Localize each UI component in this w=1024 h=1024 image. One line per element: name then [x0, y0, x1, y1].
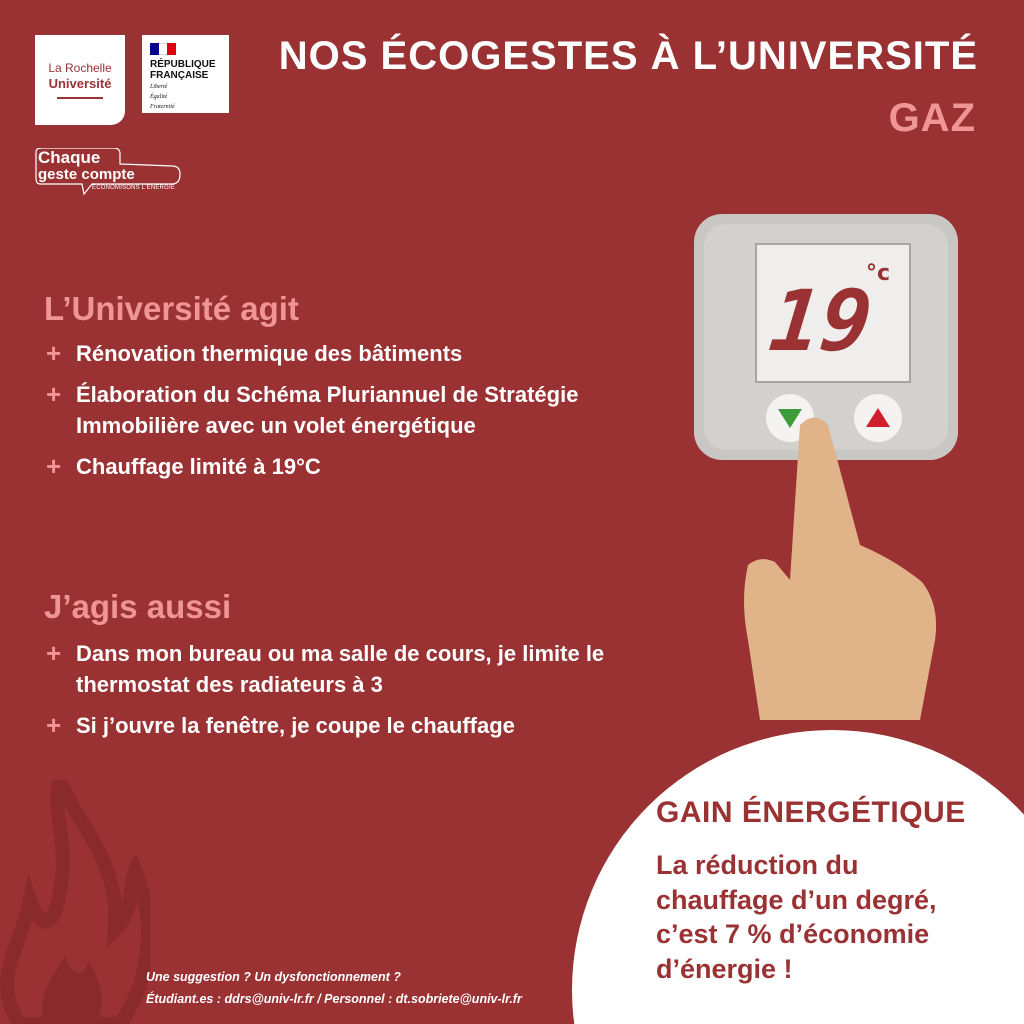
contact-footer: Une suggestion ? Un dysfonctionnement ? Étudiant.es : ddrs@univ-lr.fr / Personnel : dt.sobriete@univ-lr.fr [146, 970, 522, 1006]
list-item: + Rénovation thermique des bâtiments [46, 338, 463, 368]
universite-actions-list [46, 338, 686, 492]
republique-francaise-logo: RÉPUBLIQUE FRANÇAISE Liberté Égalité Fraternité [142, 35, 229, 113]
list-item: + Si j’ouvre la fenêtre, je coupe le chauffage [46, 710, 515, 740]
page-title: NOS ÉCOGESTES À L’UNIVERSITÉ [278, 34, 978, 78]
plus-icon: + [46, 710, 62, 740]
list-item: + Chauffage limité à 19°C [46, 451, 321, 481]
gain-heading: GAIN ÉNERGÉTIQUE [656, 796, 966, 829]
temperature-unit: °c [866, 261, 891, 286]
list-item: + Élaboration du Schéma Pluriannuel de Stratégie Immobilière avec un volet énergétique [46, 379, 579, 438]
french-flag-icon [150, 43, 176, 55]
plus-icon: + [46, 638, 62, 668]
personal-actions-list [46, 638, 686, 751]
thermostat-illustration [690, 210, 990, 720]
pointing-hand-icon [744, 418, 936, 721]
section-heading-universite: L’Université agit [44, 290, 299, 327]
plus-icon: + [46, 379, 62, 409]
list-item: + Dans mon bureau ou ma salle de cours, je limite le thermostat des radiateurs à 3 [46, 638, 605, 697]
page-subtitle: GAZ [888, 96, 976, 140]
flame-icon [0, 780, 150, 1024]
plus-icon: + [46, 338, 62, 368]
section-heading-moi: J’agis aussi [44, 588, 232, 625]
university-logo: La Rochelle Université [35, 35, 125, 125]
chaque-geste-compte-logo: Chaque geste compte ÉCONOMISONS L'ÉNERGIE [34, 148, 184, 196]
gain-text: La réduction du chauffage d’un degré, c’est 7 % d’économie d’énergie ! [656, 850, 937, 984]
temperature-display: 19 [765, 272, 877, 370]
plus-icon: + [46, 451, 62, 481]
